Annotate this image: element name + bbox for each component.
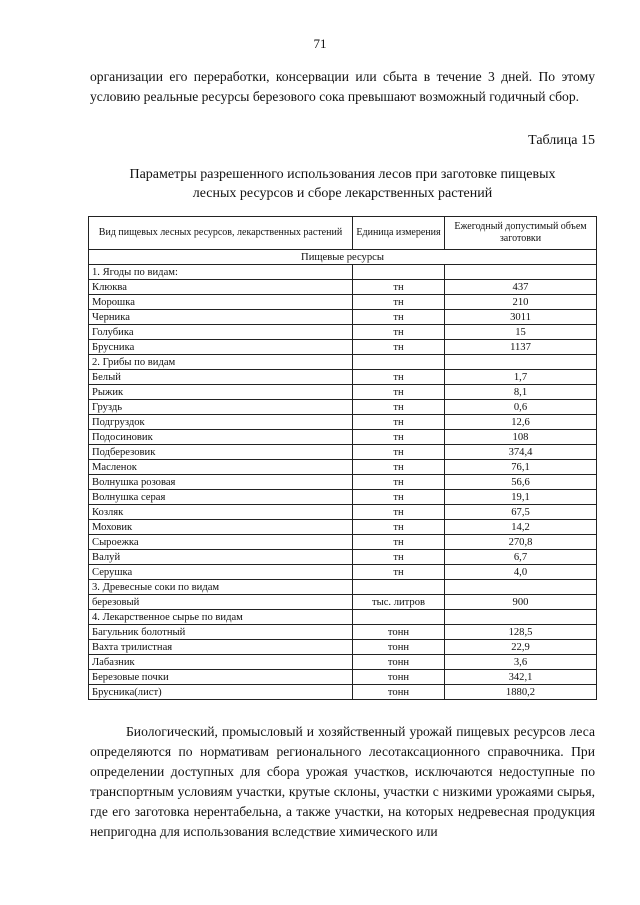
table-row (89, 550, 597, 565)
cell-unit: тонн (353, 685, 445, 700)
cell-unit: тн (353, 340, 445, 355)
table-row (89, 610, 597, 625)
cell-volume: 3011 (445, 310, 597, 325)
cell-volume: 437 (445, 280, 597, 295)
table-row (89, 640, 597, 655)
cell-unit: тн (353, 445, 445, 460)
table-row (89, 475, 597, 490)
cell-resource-name: Лабазник (89, 655, 353, 670)
cell-volume: 3,6 (445, 655, 597, 670)
cell-resource-name: 4. Лекарственное сырье по видам (89, 610, 353, 625)
section-food-label: Пищевые ресурсы (89, 250, 597, 265)
cell-volume: 15 (445, 325, 597, 340)
table-caption-line-1: Параметры разрешенного использования лесов при заготовке пищевых (129, 167, 556, 182)
cell-unit: тн (353, 490, 445, 505)
table-row (89, 295, 597, 310)
cell-unit: тн (353, 430, 445, 445)
cell-unit: тн (353, 475, 445, 490)
cell-unit: тн (353, 460, 445, 475)
table-row (89, 520, 597, 535)
cell-resource-name: Сыроежка (89, 535, 353, 550)
table-header-row (89, 217, 597, 250)
cell-resource-name: Морошка (89, 295, 353, 310)
table-row (89, 385, 597, 400)
body-paragraph: Биологический, промысловый и хозяйственный урожай пищевых ресурсов леса определяются по нормативам регионального лесотаксационного справочника. При определении доступных для сбора урожая участков, исключаются недоступные по транспортным условиям участки, крутые склоны, участки с низкими урожаями сырья, где его заготовка нерентабельна, а также участки, на которых недревесная продукция непригодна для использования вследствие химического или (90, 724, 595, 839)
cell-volume: 374,4 (445, 445, 597, 460)
cell-volume: 67,5 (445, 505, 597, 520)
cell-resource-name: Валуй (89, 550, 353, 565)
cell-resource-name: Белый (89, 370, 353, 385)
cell-unit: тн (353, 505, 445, 520)
cell-resource-name: Багульник болотный (89, 625, 353, 640)
table-row (89, 325, 597, 340)
section-row-food (89, 250, 597, 265)
intro-paragraph: организации его переработки, консервации или сбыта в течение 3 дней. По этому условию реальные ресурсы березового сока превышают возможный годичный сбор. (90, 69, 595, 104)
cell-volume: 19,1 (445, 490, 597, 505)
cell-unit: тн (353, 565, 445, 580)
table-row (89, 565, 597, 580)
cell-resource-name: Подосиновик (89, 430, 353, 445)
header-annual-volume: Ежегодный допустимый объем заготовки (445, 217, 597, 250)
table-row (89, 505, 597, 520)
table-row (89, 430, 597, 445)
cell-unit: тн (353, 310, 445, 325)
cell-volume (445, 265, 597, 280)
cell-unit: тн (353, 280, 445, 295)
cell-volume: 210 (445, 295, 597, 310)
table-row (89, 490, 597, 505)
cell-volume: 1137 (445, 340, 597, 355)
cell-volume: 22,9 (445, 640, 597, 655)
cell-unit: тонн (353, 640, 445, 655)
table-row (89, 415, 597, 430)
cell-volume: 108 (445, 430, 597, 445)
table-row (89, 370, 597, 385)
cell-unit: тыс. литров (353, 595, 445, 610)
table-row (89, 655, 597, 670)
table-row (89, 340, 597, 355)
cell-resource-name: Масленок (89, 460, 353, 475)
table-row (89, 310, 597, 325)
cell-unit (353, 265, 445, 280)
table-row (89, 535, 597, 550)
header-unit: Единица измерения (353, 217, 445, 250)
cell-resource-name: Подберезовик (89, 445, 353, 460)
cell-volume: 76,1 (445, 460, 597, 475)
table-row (89, 280, 597, 295)
cell-unit: тонн (353, 670, 445, 685)
table-number: Таблица 15 (528, 133, 595, 148)
cell-unit: тн (353, 535, 445, 550)
cell-unit: тн (353, 385, 445, 400)
cell-resource-name: Брусника (89, 340, 353, 355)
cell-unit: тн (353, 400, 445, 415)
cell-resource-name: Брусника(лист) (89, 685, 353, 700)
table-row (89, 595, 597, 610)
cell-resource-name: Клюква (89, 280, 353, 295)
cell-volume: 0,6 (445, 400, 597, 415)
cell-unit (353, 355, 445, 370)
cell-unit (353, 610, 445, 625)
cell-volume: 128,5 (445, 625, 597, 640)
table-row (89, 625, 597, 640)
cell-unit: тонн (353, 625, 445, 640)
cell-resource-name: Березовые почки (89, 670, 353, 685)
cell-volume: 342,1 (445, 670, 597, 685)
table-row (89, 355, 597, 370)
table-row (89, 685, 597, 700)
table-caption-line-2: лесных ресурсов и сборе лекарственных растений (192, 186, 493, 201)
cell-unit (353, 580, 445, 595)
table-row (89, 670, 597, 685)
cell-unit: тн (353, 325, 445, 340)
cell-volume: 4,0 (445, 565, 597, 580)
cell-resource-name: Моховик (89, 520, 353, 535)
cell-resource-name: Волнушка розовая (89, 475, 353, 490)
cell-resource-name: 2. Грибы по видам (89, 355, 353, 370)
cell-unit: тн (353, 415, 445, 430)
cell-resource-name: Волнушка серая (89, 490, 353, 505)
cell-resource-name: Рыжик (89, 385, 353, 400)
cell-volume (445, 610, 597, 625)
cell-volume: 14,2 (445, 520, 597, 535)
table-row (89, 460, 597, 475)
cell-resource-name: Серушка (89, 565, 353, 580)
cell-volume: 900 (445, 595, 597, 610)
cell-resource-name: березовый (89, 595, 353, 610)
table-caption (90, 165, 595, 203)
cell-volume: 6,7 (445, 550, 597, 565)
cell-resource-name: Подгруздок (89, 415, 353, 430)
cell-unit: тн (353, 550, 445, 565)
table-row (89, 400, 597, 415)
cell-unit: тн (353, 295, 445, 310)
table-row (89, 580, 597, 595)
resources-table (88, 216, 597, 700)
cell-resource-name: Вахта трилистная (89, 640, 353, 655)
cell-volume: 56,6 (445, 475, 597, 490)
cell-resource-name: Козляк (89, 505, 353, 520)
cell-volume (445, 580, 597, 595)
cell-unit: тн (353, 370, 445, 385)
cell-volume: 270,8 (445, 535, 597, 550)
table-row (89, 445, 597, 460)
cell-unit: тн (353, 520, 445, 535)
cell-resource-name: 1. Ягоды по видам: (89, 265, 353, 280)
cell-unit: тонн (353, 655, 445, 670)
cell-resource-name: Груздь (89, 400, 353, 415)
cell-resource-name: Черника (89, 310, 353, 325)
cell-volume: 8,1 (445, 385, 597, 400)
header-resource-type: Вид пищевых лесных ресурсов, лекарственных растений (89, 217, 353, 250)
cell-volume: 12,6 (445, 415, 597, 430)
cell-volume (445, 355, 597, 370)
cell-volume: 1,7 (445, 370, 597, 385)
cell-resource-name: 3. Древесные соки по видам (89, 580, 353, 595)
cell-resource-name: Голубика (89, 325, 353, 340)
cell-volume: 1880,2 (445, 685, 597, 700)
page-number: 71 (313, 36, 327, 51)
table-row (89, 265, 597, 280)
